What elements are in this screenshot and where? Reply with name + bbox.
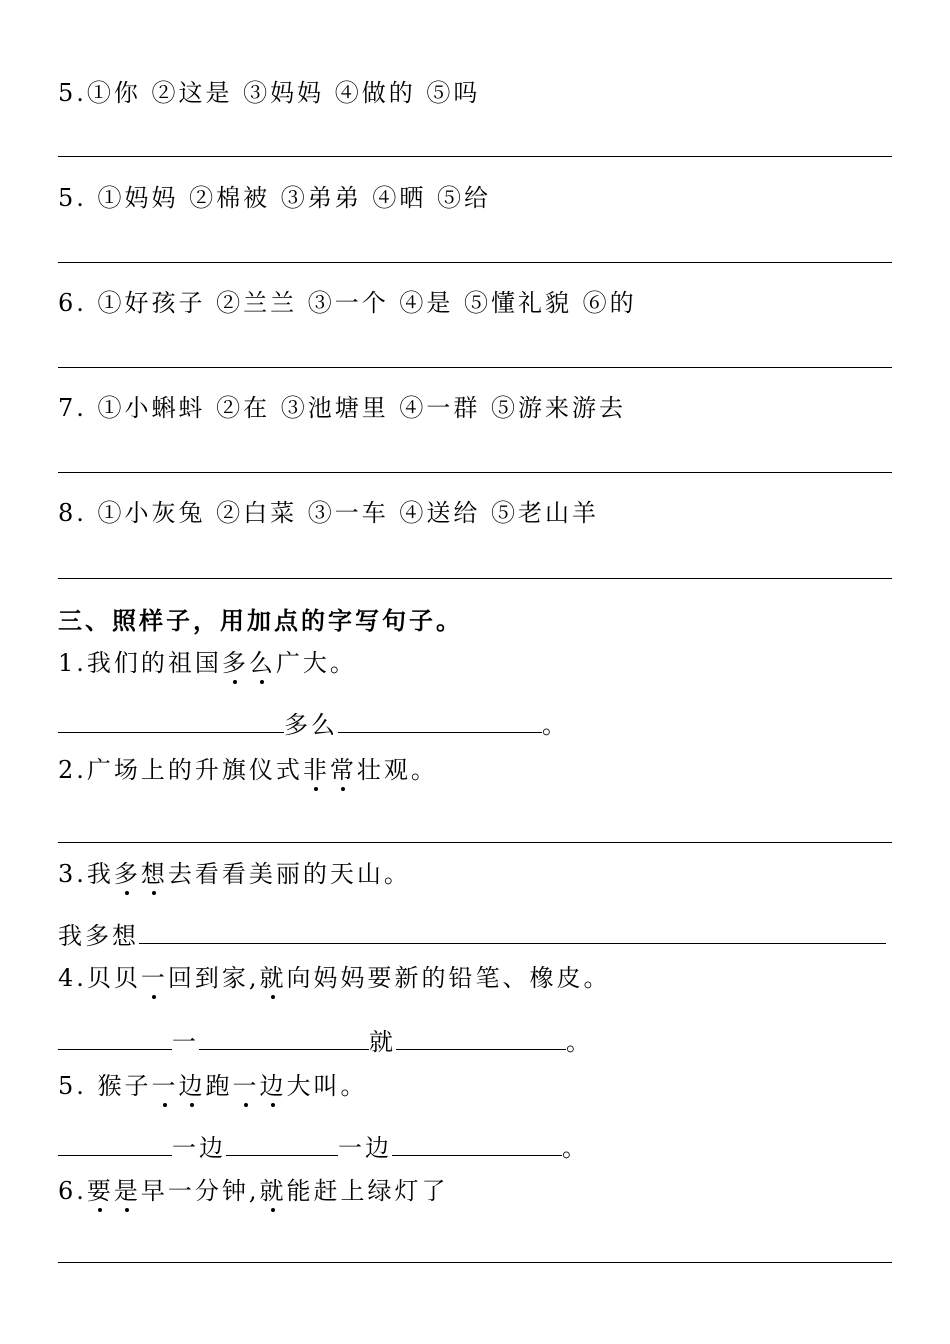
dotted-char: 一 [232,1072,260,1100]
answer-row-4 [58,1027,593,1057]
keyword: 多么 [284,711,338,739]
answer-blank[interactable] [58,1027,172,1050]
answer-line[interactable] [58,367,892,368]
answer-blank[interactable] [396,1027,566,1050]
q-text: 5. 猴子 [58,1072,152,1100]
answer-blank[interactable] [199,1027,369,1050]
answer-line[interactable] [58,472,892,473]
q-text: 大叫。 [286,1072,368,1100]
q-text: 2.广场上的升旗仪式 [58,756,303,784]
answer-blank[interactable] [58,1133,172,1156]
period: 。 [566,1028,593,1056]
answer-blank[interactable] [338,710,542,733]
section-heading: 三、照样子，用加点的字写句子。 [58,607,463,635]
keyword: 就 [369,1028,396,1056]
q-text: 回到家, [167,964,260,992]
dotted-char: 要 [86,1177,114,1205]
dotted-char: 非 [302,756,330,784]
dotted-char: 多 [113,860,141,888]
q-text: 向妈妈要新的铅笔、橡皮。 [286,964,611,992]
answer-line[interactable] [58,262,892,263]
q-text: 3.我 [58,860,114,888]
answer-line[interactable] [58,156,892,157]
period: 。 [562,1134,589,1162]
lead-text: 我多想 [58,922,139,950]
question-2 [58,755,438,785]
q-text: 6. [58,1177,87,1205]
reorder-item-6: 6. ①好孩子 ②兰兰 ③一个 ④是 ⑤懂礼貌 ⑥的 [58,289,637,317]
q-text: 1.我们的祖国 [58,649,222,677]
q-text: 去看看美丽的天山。 [167,860,411,888]
keyword: 一边 [172,1134,226,1162]
dotted-char: 想 [140,860,168,888]
answer-row-1 [58,710,569,740]
q-text: 能赶上绿灯了 [286,1177,449,1205]
answer-line[interactable] [58,578,892,579]
question-5 [58,1071,368,1101]
q-text: 4.贝贝 [58,964,141,992]
answer-blank[interactable] [226,1133,338,1156]
reorder-item-7: 7. ①小蝌蚪 ②在 ③池塘里 ④一群 ⑤游来游去 [58,394,627,422]
question-3 [58,859,411,889]
question-6 [58,1176,449,1206]
keyword: 一边 [338,1134,392,1162]
reorder-item-8: 8. ①小灰兔 ②白菜 ③一车 ④送给 ⑤老山羊 [58,499,600,527]
dotted-char: 么 [248,649,276,677]
dotted-char: 多 [221,649,249,677]
q-text: 跑 [205,1072,233,1100]
reorder-item-5b: 5. ①妈妈 ②棉被 ③弟弟 ④晒 ⑤给 [58,184,492,212]
dotted-char: 一 [140,964,168,992]
answer-blank[interactable] [392,1133,562,1156]
question-1 [58,648,357,678]
question-4 [58,963,611,993]
period: 。 [542,711,569,739]
dotted-char: 常 [329,756,357,784]
reorder-item-5a: 5.①你 ②这是 ③妈妈 ④做的 ⑤吗 [58,79,481,107]
q-text: 广大。 [275,649,357,677]
answer-line[interactable] [58,842,892,843]
dotted-char: 就 [259,964,287,992]
answer-blank[interactable] [58,710,284,733]
answer-row-5 [58,1133,589,1163]
dotted-char: 是 [113,1177,141,1205]
keyword: 一 [172,1028,199,1056]
answer-blank[interactable] [139,921,886,944]
answer-row-3 [58,921,886,951]
dotted-char: 边 [178,1072,206,1100]
q-text: 壮观。 [356,756,438,784]
dotted-char: 就 [259,1177,287,1205]
dotted-char: 一 [151,1072,179,1100]
answer-line[interactable] [58,1262,892,1263]
dotted-char: 边 [259,1072,287,1100]
q-text: 早一分钟, [140,1177,260,1205]
